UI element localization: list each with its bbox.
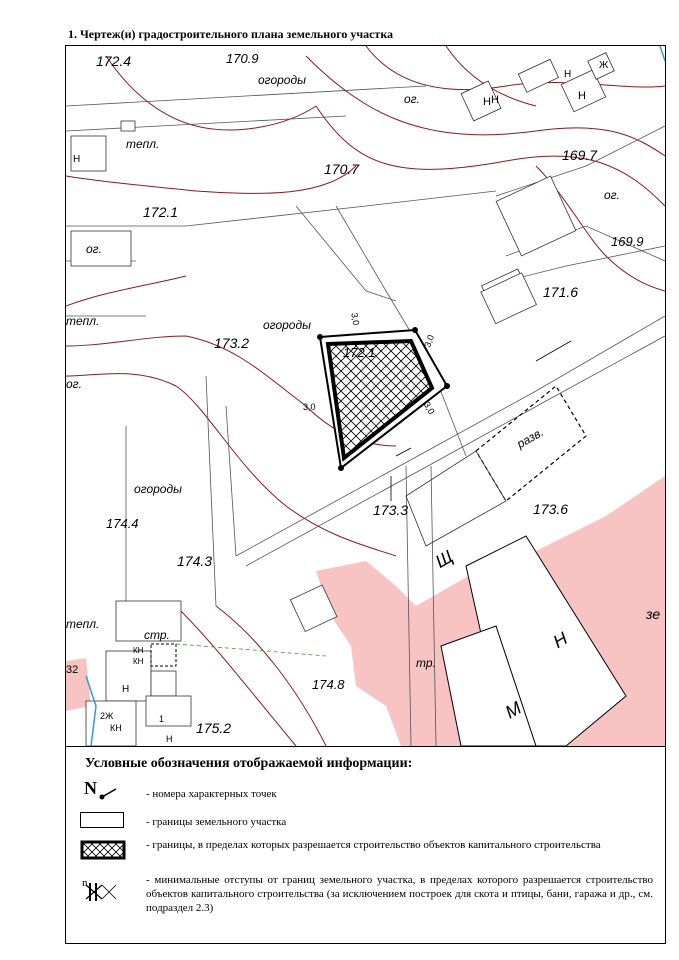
building-mark: Н — [491, 94, 499, 106]
building-mark: Н — [166, 734, 173, 744]
buildings-top-right — [461, 53, 614, 313]
building-mark: 2Ж — [100, 711, 114, 721]
area-label: тепл. — [66, 617, 100, 631]
building-mark: Н — [73, 154, 81, 165]
building-mark: Н — [483, 96, 491, 108]
area-label: ог. — [404, 92, 420, 106]
legend-text: - номера характерных точек — [146, 788, 277, 800]
area-label: тепл. — [126, 137, 160, 151]
elevation-label: 173.3 — [373, 502, 409, 518]
area-label: Н — [549, 628, 571, 652]
area-label: ог. — [604, 188, 620, 202]
elevation-label: 175.2 — [196, 720, 232, 736]
elevation-label: 171.6 — [543, 284, 579, 300]
offset-label: 3,0 — [422, 333, 437, 349]
legend-row-plot-boundary — [66, 810, 665, 830]
building-mark: 32 — [66, 664, 79, 676]
legend-title: Условные обозначения отображаемой информации: — [85, 756, 413, 771]
building-mark: 1 — [159, 714, 165, 724]
building-mark: Н — [564, 69, 572, 80]
area-label: огороды — [263, 318, 311, 332]
legend — [65, 745, 666, 944]
legend-row-offsets — [66, 873, 665, 918]
legend-text: - границы земельного участка — [146, 816, 287, 828]
area-label: разв. — [514, 424, 546, 452]
area-label: стр. — [144, 628, 170, 642]
elevation-label: 169.9 — [611, 234, 644, 249]
building-mark: Н — [578, 90, 586, 102]
building-outline — [406, 451, 506, 546]
building-mark: КН — [133, 646, 144, 655]
elevation-label: 169.7 — [562, 147, 598, 163]
offset-label: 3,0 — [349, 311, 362, 327]
elevation-label: 170.9 — [226, 51, 259, 66]
offset-icon: n — [80, 881, 130, 903]
area-label: ог. — [66, 377, 82, 391]
site-plan-map[interactable] — [65, 45, 666, 747]
building-mark: Ж — [599, 60, 609, 71]
elevation-label: 174.8 — [312, 677, 345, 692]
elevation-label: 173.6 — [533, 501, 569, 517]
elevation-label: 172.4 — [96, 53, 132, 69]
buildable-zone-icon — [80, 840, 126, 860]
offset-label: 3,0 — [421, 400, 437, 416]
legend-text: - границы, в пределах которых разрешается строительство объектов капитального строительства — [146, 839, 601, 851]
elevation-label: 170.7 — [324, 161, 360, 177]
area-label: Щ — [431, 546, 457, 572]
building-mark: КН — [133, 657, 144, 666]
plot-boundary-icon — [80, 812, 124, 828]
area-label: огороды — [134, 482, 182, 496]
legend-row-buildable-zone — [66, 838, 665, 868]
offset-label: 3,0 — [303, 402, 316, 412]
area-label: ог. — [86, 242, 102, 256]
elevation-label: 174.3 — [177, 553, 213, 569]
legend-text: - минимальные отступы от границ земельного участка, в пределах которого разрешается строительство объектов капитального строительства (за исключением построек для скота и птицы, бани, гаража и др., см. подраздел 2.3) — [146, 874, 653, 914]
area-label: огороды — [258, 73, 306, 87]
page-title: 1. Чертеж(и) градостроительного плана земельного участка — [68, 27, 394, 41]
green-line — [176, 644, 326, 656]
elevation-label: 173.2 — [214, 335, 250, 351]
legend-row-points — [66, 780, 665, 805]
dashed-structure — [151, 644, 176, 666]
elevation-label: 172.1 — [343, 345, 376, 360]
elevation-label: 172.1 — [143, 204, 179, 220]
building-mark: КН — [110, 723, 122, 733]
area-label: зе — [646, 606, 661, 622]
area-label: тепл. — [66, 314, 100, 328]
elevation-label: 174.4 — [106, 516, 139, 531]
point-number-icon: N — [80, 780, 130, 804]
building-mark: Н — [122, 684, 130, 695]
area-label: М — [501, 697, 525, 723]
area-label: тр. — [416, 656, 436, 670]
